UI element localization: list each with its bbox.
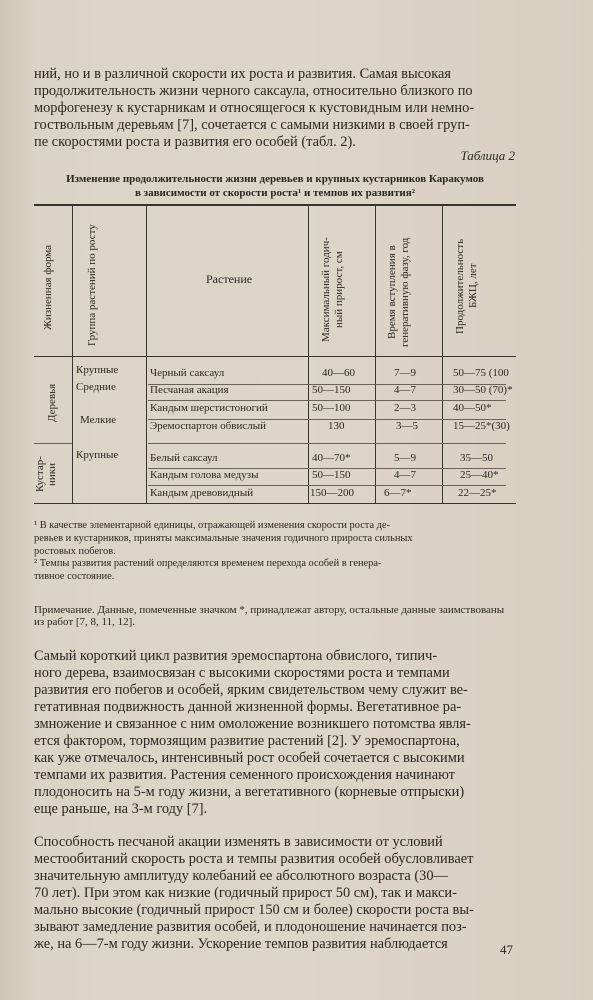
column-divider xyxy=(375,204,376,503)
table-cell: 4—7 xyxy=(394,384,416,396)
table-cell: 40—70* xyxy=(312,452,351,464)
footnote-1 xyxy=(34,519,516,558)
table-cell: Кандым шерстистоногий xyxy=(150,402,268,414)
row-divider xyxy=(148,443,506,444)
table-cell: 40—50* xyxy=(453,402,492,414)
table-cell: 50—75 (100 xyxy=(453,367,509,379)
table-cell: 22—25* xyxy=(458,487,497,499)
text-line: плодоносить на 5-м году жизни, а вегетативного (корневые отпрыски) xyxy=(34,784,465,800)
table-cell: 150—200 xyxy=(310,487,354,499)
table-cell: 50—150 xyxy=(312,469,351,481)
lifeform-shrubs: Кустар-ники xyxy=(34,456,58,492)
body-paragraph xyxy=(34,834,516,953)
text-line: ного дерева, взаимосвязан с высокими скоростями роста и темпами xyxy=(34,665,450,681)
table-cell: Белый саксаул xyxy=(150,452,218,464)
text-line: тивное состояние. xyxy=(34,571,115,582)
text-line: как уже отмечалось, интенсивный рост особей сочетается с высокими xyxy=(34,750,465,766)
header-life-form: Жизненная форма xyxy=(42,244,54,330)
table-cell: 15—25*(30) xyxy=(453,420,510,432)
column-divider xyxy=(442,204,443,503)
table-cell: Черный саксаул xyxy=(150,367,225,379)
text-line: значительную амплитуду колебаний ее абсолютного возраста (30— xyxy=(34,868,448,884)
text-line: ревьев и кустарников, приняты максимальные значения годичного прироста сильных xyxy=(34,533,413,544)
text-line: ется фактором, тормозящим развитие растений [2]. У эремоспартона, xyxy=(34,733,460,749)
table-cell: Эремоспартон обвислый xyxy=(150,420,267,432)
column-divider xyxy=(72,204,73,503)
text-line: змножение и связанное с ним омоложение возникшего потомства явля- xyxy=(34,716,471,732)
text-line: темпами их развития. Растения семенного происхождения начинают xyxy=(34,767,455,783)
text-line: мально высокие (годичный прирост 150 см и более) скорости роста вы- xyxy=(34,902,474,918)
page-number: 47 xyxy=(500,942,513,957)
table-title: Изменение продолжительности жизни деревьев и крупных кустарников Каракумов в зависимости от скорости роста¹ и темпов их развития² xyxy=(66,173,484,199)
table-cell: 6—7* xyxy=(384,487,412,499)
text-line: же, на 6—7-м году жизни. Ускорение темпов развития наблюдается xyxy=(34,936,448,952)
table-cell: 35—50 xyxy=(460,452,493,464)
table-cell: Кандым голова медузы xyxy=(150,469,259,481)
text-line: еще раньше, на 3-м году [7]. xyxy=(34,801,208,817)
table-header-rule xyxy=(34,356,516,357)
table-cell: 5—9 xyxy=(394,452,416,464)
table-top-rule xyxy=(34,204,516,206)
table-cell: 50—150 xyxy=(312,384,351,396)
group-large: Крупные xyxy=(76,364,119,376)
text-line: продолжительность жизни черного саксаула, относительно близкого по xyxy=(34,83,473,99)
table-cell: Песчаная акация xyxy=(150,384,229,396)
table-cell: 130 xyxy=(328,420,345,432)
header-max-growth: Максимальный годич-ный прирост, см xyxy=(320,237,345,343)
text-line: развития его побегов и особей, ярким свидетельством чему служит ве- xyxy=(34,682,468,698)
text-line: ¹ В качестве элементарной единицы, отражающей изменения скорости роста де- xyxy=(34,520,391,531)
intro-paragraph xyxy=(34,66,516,151)
column-divider xyxy=(308,204,309,503)
header-generative-time: Время вступления в генеративную фазу, год xyxy=(386,237,411,347)
table-cell: 4—7 xyxy=(394,469,416,481)
group-small: Мелкие xyxy=(80,414,117,426)
footnote-2 xyxy=(34,557,516,583)
table-caption: Таблица 2 xyxy=(460,148,515,163)
table-cell: 3—5 xyxy=(396,420,418,432)
table-cell: Кандым древовидный xyxy=(150,487,254,499)
table-cell: 30—50 (70)* xyxy=(453,384,513,396)
text-line: морфогенезу к кустарникам и относящегося к кустовидным или немно- xyxy=(34,100,475,116)
text-line: зывают замедление развития особей, и плодоношение начинается поз- xyxy=(34,919,467,935)
row-divider xyxy=(148,400,506,401)
text-line: Способность песчаной акации изменять в зависимости от условий xyxy=(34,834,443,850)
text-line: Самый короткий цикл развития эремоспартона обвислого, типич- xyxy=(34,648,438,664)
table-bottom-rule xyxy=(34,503,516,504)
table-cell: 25—40* xyxy=(460,469,499,481)
group-divider xyxy=(34,443,72,444)
text-line: 70 лет). При этом как низкие (годичный прирост 50 см), так и макси- xyxy=(34,885,457,901)
text-line: пе скоростями роста и развития его особей (табл. 2). xyxy=(34,134,356,150)
group-large: Крупные xyxy=(76,449,119,461)
table-cell: 40—60 xyxy=(322,367,355,379)
body-paragraph xyxy=(34,648,516,818)
table-cell: 50—100 xyxy=(312,402,351,414)
text-line: гоствольным деревьям [7], сочетается с самыми низкими в своей груп- xyxy=(34,117,470,133)
text-line: ² Темпы развития растений определяются временем перехода особей в генера- xyxy=(34,558,382,569)
table-cell: 2—3 xyxy=(394,402,416,414)
table-note: Примечание. Данные, помеченные значком *, принадлежат автору, остальные данные заимствованы из работ [7, 8, 11, 12]. xyxy=(34,604,505,628)
row-divider xyxy=(148,485,506,486)
text-line: ний, но и в различной скорости их роста и развития. Самая высокая xyxy=(34,66,452,82)
text-line: гетативная подвижность данной жизненной формы. Вегетативное ра- xyxy=(34,699,462,715)
text-line: ростовых побегов. xyxy=(34,546,116,557)
group-medium: Средние xyxy=(76,381,116,393)
text-line: местообитаний скорость роста и темпы развития особей обусловливает xyxy=(34,851,474,867)
header-lifespan: Продолжительность БЖЦ, лет xyxy=(454,238,479,334)
table-cell: 7—9 xyxy=(394,367,416,379)
header-growth-group: Группа растений по росту xyxy=(86,224,98,346)
header-plant: Растение xyxy=(206,272,253,286)
lifeform-trees: Деревья xyxy=(46,383,58,423)
column-divider xyxy=(146,204,147,503)
